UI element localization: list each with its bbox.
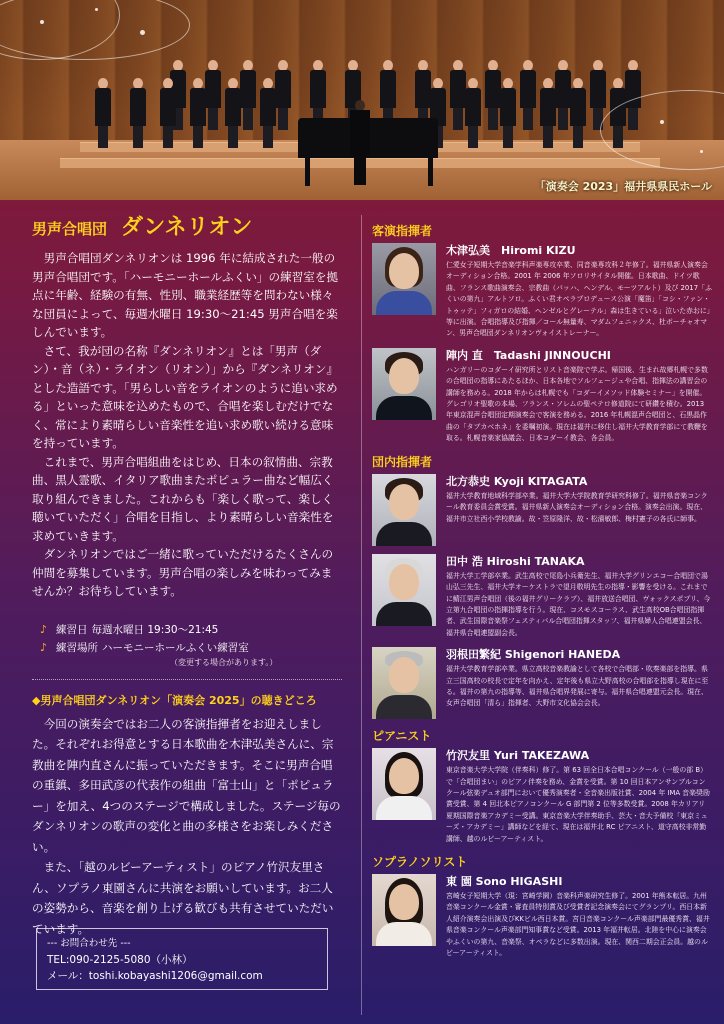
sparkle [95, 8, 98, 11]
contact-box [36, 928, 328, 990]
section-pianist: ピアニスト [372, 729, 432, 744]
title-prefix: 男声合唱団 [32, 220, 108, 238]
singer-figure [500, 78, 516, 148]
portrait-photo [372, 243, 436, 315]
person-bio: 東京音楽大学大学院（伴奏科）修了。第 63 回全日本合唱コンクール（一般の部 B）で「合唱団まい」のピアノ伴奏を務め、金賞を受賞。第 10 回日本アンサンブルコンクール弦楽デュオ部門において優秀演奏者・全音楽出版社賞、2004 年 IMA 音楽奨励賞受賞、第 4 回北本ピアノコンクール G 部門第 2 位等多数受賞。2008 年カリアリ夏期国際音楽アカデミー受講。東京音楽大学伴奏助手、芸大・音大予備校「東京ミューズ・アカデミー」講師などを経て、現在は福井北 RC ピアニスト、道守高校非常勤講師、越のルビーアーティスト。 [446, 766, 710, 843]
intro-text [32, 249, 342, 601]
practice-note: （変更する場合があります。） [170, 657, 278, 667]
singer-figure [275, 60, 291, 130]
portrait-photo [372, 647, 436, 719]
left-column [32, 210, 342, 939]
divider [32, 679, 342, 680]
person-bio: 福井大学教育学部卒業。県立高校音楽教諭として各校で合唱部・吹奏楽部を指導。県立三国高校の校長で定年を向かえ、定年後も県立大野高校の合唱部を指導し現在に至る。福井の第九の指導等、福井県合唱界発展に寄与。福井県合唱連盟元会長。現在、女声合唱団「清ら」指揮者、大野市文化協会会長。 [446, 665, 709, 708]
person-bio: 仁愛女子短期大学音楽学科声楽専攻卒業、同音楽専攻科２年修了。福井県新人演奏会オーディション合格。2001 年 2006 年ソロリサイタル開催。日本歌曲、ドイツ歌曲、フランス歌曲演奏会、宗教曲（バッハ、ヘンデル、モーツアルト）及び 2017「ふくいの第九」アルトソロ。ふくい君オペラプロデュース公演「魔笛」「コシ・ファン・トゥッテ」フィガロの結婚、ヘンゼルとグレーテル」森は生きている」泣いた赤おに」等に出演。合唱指導及び指揮／コール無量寿、マダムフェニックス、杜ボーチャオマン、男声合唱団ダンネリオンヴォイストレーナー。 [446, 261, 712, 338]
singer-figure [130, 78, 146, 148]
singer-figure [485, 60, 501, 130]
practice-info [40, 621, 342, 669]
intro-paragraph: さて、我が団の名称『ダンネリオン』とは「男声（ダン）・音（ネ）・ライオン（リオン）」から『ダンネリオン』とした造語です。「男らしい音をライオンのように追い求める」といった意味を込めたもので、合唱を楽しむだけでなく、常により素晴らしい音楽性を追い求め歌い続ける意味を持っています。 [32, 343, 339, 450]
person-haneda [372, 647, 712, 719]
portrait-photo [372, 748, 436, 820]
section-guest-conductors: 客演指揮者 [372, 224, 433, 238]
highlights-heading: ◆男声合唱団ダンネリオン「演奏会 2025」の聴きどころ [32, 693, 317, 707]
person-tanaka [372, 554, 712, 639]
person-name: 木津弘美 Hiromi KIZU [446, 244, 576, 257]
intro-paragraph: これまで、男声合唱組曲をはじめ、日本の叙情曲、宗教曲、黒人霊歌、イタリア歌曲またポピュラー曲など幅広く取り組んできました。これからも「楽しく歌って、楽しく聴いていただく」合唱を目指し、より素晴らしい音楽性を求めていきます。 [32, 454, 334, 543]
title-name: ダンネリオン [121, 215, 253, 240]
singer-figure [160, 78, 176, 148]
person-name: 陣内 直 Tadashi JINNOUCHI [446, 348, 611, 362]
singer-figure [520, 60, 536, 130]
contact-tel: TEL:090-2125-5080（小林） [47, 954, 193, 966]
person-higashi [372, 874, 712, 959]
person-takezawa [372, 748, 712, 845]
person-name: 竹沢友里 Yuri TAKEZAWA [446, 749, 590, 763]
person-bio: 福井大学教育地域科学部卒業。福井大学大学院教育学研究科修了。福井県音楽コンクール教育委員会賞受賞。福井県新人演奏会オーディション合格。演奏会出演。現在、福井市立社西小学校教諭。故・笠原隆洋、故・松濱敏郎、梅村憲子の各氏に師事。 [446, 491, 708, 523]
right-column [372, 222, 712, 967]
singer-figure [260, 78, 276, 148]
column-divider [361, 215, 362, 1015]
singer-figure [540, 78, 556, 148]
intro-paragraph: 男声合唱団ダンネリオンは 1996 年に結成された一般の男声合唱団です。「ハーモニーホールふくい」の練習室を拠点に年齢、経験の有無、性別、職業経歴等を問わない様々な団員によって、毎週水曜日 19:30～21:45 男声合唱を楽しんでいます。 [32, 251, 339, 339]
portrait-photo [372, 874, 436, 946]
sparkle [660, 120, 664, 124]
music-note-icon: ♪ [40, 622, 48, 636]
person-name: 北方恭史 Kyoji KITAGATA [446, 474, 588, 488]
piano-leg [428, 158, 433, 186]
portrait-photo [372, 348, 436, 420]
person-bio: ハンガリーのコダーイ研究所とリスト音楽院で学ぶ。帰国後、生まれ故郷札幌で多数の合唱団の指導にあたるほか、日本各地でソルフェージュや合唱、指揮法の講習会の講師を務める。2018 年からは札幌でも「コダーイメソッド体験セミナー」を開催。グレゴリオ聖歌の本場、フランス・ソレムの聖ペテロ修道院にて研鑽を積む。2013 年東京混声合唱団定期演奏会で客演を務める。2016 年札幌混声合唱団と、石黒晶作曲の「タブカベホネ」を委嘱初演。現在は福井に移住し福井大学教育学部にて教鞭を取る。札幌音楽家協議会、日本コダーイ教会、各会員。 [446, 365, 708, 443]
practice-place-value: ハーモニーホールふくい練習室 [102, 641, 249, 654]
singer-figure [450, 60, 466, 130]
intro-paragraph: ダンネリオンではご一緒に歌っていただけるたくさんの仲間を募集しています。男声合唱の楽しみを味わってみませんか？お待ちしています。 [32, 547, 334, 598]
sparkle [700, 150, 703, 153]
practice-day-value: 毎週水曜日 19:30～21:45 [91, 623, 219, 636]
practice-day-label: 練習日 [56, 623, 88, 636]
section-soprano: ソプラノソリスト [372, 854, 468, 869]
practice-place-label: 練習場所 [56, 641, 98, 654]
singer-figure [240, 60, 256, 130]
portrait-photo [372, 474, 436, 546]
singer-figure [465, 78, 481, 148]
highlights-paragraph: また、「越のルビーアーティスト」のピアノ竹沢友里さん、ソプラノ東園さんに共演をお願いしています。お二人の姿勢から、音楽を創り上げる歓びも共有させていただいています。 [32, 860, 334, 936]
singer-figure [95, 78, 111, 148]
piano-leg [305, 158, 310, 186]
contact-email: メール：toshi.kobayashi1206@gmail.com [47, 970, 263, 982]
highlights [32, 692, 342, 940]
person-kizu [372, 243, 712, 340]
choir-photo [0, 0, 724, 200]
sparkle [140, 30, 145, 35]
person-jinnouchi [372, 348, 712, 445]
person-kitagata [372, 474, 712, 546]
person-name: 田中 浩 Hiroshi TANAKA [446, 554, 585, 568]
highlights-paragraph: 今回の演奏会ではお二人の客演指揮者をお迎えしました。それぞれお得意とする日本歌曲を木津弘美さんに、宗教曲を陣内直さんに振っていただきます。そこに男声合唱の重鎮、多田武彦の代表作の組曲「富士山」と「ポピュラー」を加え、4つのステージで構成しました。ステージ毎のダンネリオンの歌声の変化と曲の多様さをお楽しみください。 [32, 716, 341, 854]
singer-figure [555, 60, 571, 130]
person-bio: 福井大学工学部卒業。武生高校で尾島小兵衛先生、福井大学グリンエコー合唱団で湯山弘三先生、福井大学オーケストラで望月敬明先生の指導・影響を受ける。これまでに鯖江男声合唱団（後の福井グリークラブ）、福井放送合唱団、ヴォックスポプリ、今立第九合唱団の指揮指導を行う。現在、コスモスコーラス、武生高校OB合唱団指揮者、武生国際音楽祭フェスティバル合唱団指揮スタッフ、福井県婦人合唱連盟会長、福井県合唱連盟副会長。 [446, 571, 711, 637]
person-name: 羽根田繁紀 Shigenori HANEDA [446, 648, 621, 662]
singer-figure [205, 60, 221, 130]
singer-figure [570, 78, 586, 148]
conductor [350, 100, 370, 185]
photo-caption: 「演奏会 2023」福井県県民ホール [534, 180, 712, 193]
music-note-icon: ♪ [40, 640, 48, 654]
singer-figure [190, 78, 206, 148]
sparkle [40, 20, 44, 24]
section-internal-conductors: 団内指揮者 [372, 454, 433, 469]
portrait-photo [372, 554, 436, 626]
group-title [32, 210, 342, 241]
contact-title: --- お問合わせ先 --- [47, 938, 131, 949]
person-bio: 宮崎女子短期大学（現：宮崎学園）音楽科声楽研究生修了。2001 年熊本転居。九州音楽コンクール金賞・審査員特別賞及び受賞者記念演奏会にてグランプリ。西日本新人紹介演奏会出演及びKKビル西日本賞。宮日音楽コンクール声楽部門最優秀賞、福井県音楽コンクール声楽部門知事賞など受賞。2013 年福井転居。北陸を中心に演奏会やふくいの第九、音楽祭、オペラなどに多数出演。現在、関西二期会正会員。越のルビーアーティスト。 [446, 891, 710, 957]
singer-figure [225, 78, 241, 148]
person-name: 東 園 Sono HIGASHI [446, 874, 563, 888]
